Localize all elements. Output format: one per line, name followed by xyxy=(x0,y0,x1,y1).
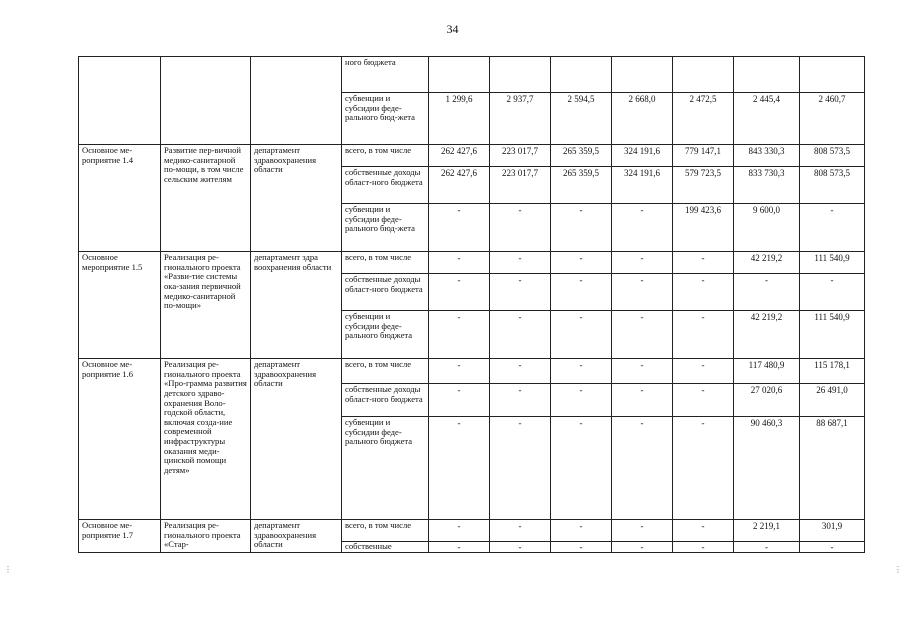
value-cell: 223 017,7 xyxy=(490,145,551,167)
value-cell: 833 730,3 xyxy=(734,167,800,204)
funding-source: собственные xyxy=(342,542,429,553)
value-cell: 2 219,1 xyxy=(734,520,800,542)
value-cell: - xyxy=(429,311,490,359)
measure-label: Основное ме-роприятие 1.6 xyxy=(79,359,161,520)
value-cell: - xyxy=(490,311,551,359)
value-cell: 2 472,5 xyxy=(673,93,734,145)
funding-source: субвенции и субсидии феде-рального бюджета xyxy=(342,311,429,359)
value-cell: - xyxy=(612,417,673,520)
value-cell: 265 359,5 xyxy=(551,167,612,204)
measure-name: Реализация ре-гионального проекта «Разви-тие системы ока-зания первичной медико-санитарной по-мощи» xyxy=(161,252,251,359)
value-cell: - xyxy=(612,542,673,553)
value-cell: - xyxy=(490,252,551,274)
value-cell: - xyxy=(551,417,612,520)
right-edge-mark: ⋮ xyxy=(894,565,902,574)
value-cell: 199 423,6 xyxy=(673,204,734,252)
measure-label: Основное мероприятие 1.5 xyxy=(79,252,161,359)
measure-name-cell xyxy=(161,57,251,145)
empty-cell xyxy=(800,57,865,93)
empty-cell xyxy=(612,57,673,93)
value-cell: - xyxy=(551,204,612,252)
funding-source: собственные доходы област-ного бюджета xyxy=(342,167,429,204)
value-cell: 115 178,1 xyxy=(800,359,865,384)
value-cell: - xyxy=(673,311,734,359)
value-cell: 2 937,7 xyxy=(490,93,551,145)
value-cell: 262 427,6 xyxy=(429,167,490,204)
executor: департамент здра воохранения области xyxy=(251,252,342,359)
value-cell: 111 540,9 xyxy=(800,311,865,359)
value-cell: - xyxy=(673,274,734,311)
measure-label: Основное ме-роприятие 1.4 xyxy=(79,145,161,252)
value-cell: 324 191,6 xyxy=(612,145,673,167)
value-cell: - xyxy=(673,542,734,553)
measure-name: Развитие пер-вичной медико-санитарной по-мощи, в том числе сельским жителям xyxy=(161,145,251,252)
value-cell: - xyxy=(673,520,734,542)
value-cell: 301,9 xyxy=(800,520,865,542)
funding-source: субвенции и субсидии феде-рального бюд-жета xyxy=(342,204,429,252)
value-cell: 88 687,1 xyxy=(800,417,865,520)
value-cell: 843 330,3 xyxy=(734,145,800,167)
table-row xyxy=(79,57,865,93)
executor: департамент здравоохранения области xyxy=(251,145,342,252)
value-cell: 2 668,0 xyxy=(612,93,673,145)
value-cell: - xyxy=(673,384,734,417)
measure-name: Реализация ре-гионального проекта «Стар- xyxy=(161,520,251,553)
value-cell: - xyxy=(612,274,673,311)
value-cell: 26 491,0 xyxy=(800,384,865,417)
value-cell: - xyxy=(800,274,865,311)
value-cell: - xyxy=(490,417,551,520)
value-cell: - xyxy=(429,274,490,311)
value-cell: - xyxy=(490,274,551,311)
value-cell: - xyxy=(673,417,734,520)
value-cell: - xyxy=(551,274,612,311)
value-cell: - xyxy=(551,520,612,542)
value-cell: - xyxy=(734,542,800,553)
value-cell: - xyxy=(612,359,673,384)
funding-source: ного бюджета xyxy=(342,57,429,93)
value-cell: - xyxy=(429,252,490,274)
value-cell: 2 460,7 xyxy=(800,93,865,145)
value-cell: 9 600,0 xyxy=(734,204,800,252)
value-cell: - xyxy=(490,204,551,252)
value-cell: - xyxy=(612,520,673,542)
value-cell: - xyxy=(551,252,612,274)
value-cell: 262 427,6 xyxy=(429,145,490,167)
value-cell: - xyxy=(429,542,490,553)
value-cell: 111 540,9 xyxy=(800,252,865,274)
value-cell: 42 219,2 xyxy=(734,311,800,359)
value-cell: 90 460,3 xyxy=(734,417,800,520)
funding-source: всего, в том числе xyxy=(342,145,429,167)
funding-source: всего, в том числе xyxy=(342,520,429,542)
value-cell: 1 299,6 xyxy=(429,93,490,145)
value-cell: 42 219,2 xyxy=(734,252,800,274)
value-cell: - xyxy=(551,359,612,384)
value-cell: - xyxy=(734,274,800,311)
value-cell: - xyxy=(429,417,490,520)
value-cell: 2 445,4 xyxy=(734,93,800,145)
funding-table xyxy=(78,56,865,553)
table-row xyxy=(79,252,865,274)
executor: департамент здравоохранения области xyxy=(251,520,342,553)
value-cell: - xyxy=(490,542,551,553)
empty-cell xyxy=(490,57,551,93)
value-cell: - xyxy=(612,311,673,359)
measure-label-cell xyxy=(79,57,161,145)
value-cell: - xyxy=(490,384,551,417)
value-cell: - xyxy=(551,384,612,417)
empty-cell xyxy=(551,57,612,93)
value-cell: - xyxy=(429,204,490,252)
empty-cell xyxy=(429,57,490,93)
value-cell: - xyxy=(429,384,490,417)
value-cell: 579 723,5 xyxy=(673,167,734,204)
value-cell: 324 191,6 xyxy=(612,167,673,204)
funding-source: собственные доходы област-ного бюджета xyxy=(342,384,429,417)
value-cell: 808 573,5 xyxy=(800,145,865,167)
value-cell: - xyxy=(673,359,734,384)
funding-source: всего, в том числе xyxy=(342,252,429,274)
value-cell: - xyxy=(429,359,490,384)
table-row xyxy=(79,520,865,542)
value-cell: - xyxy=(612,384,673,417)
value-cell: - xyxy=(800,542,865,553)
executor: департамент здравоохранения области xyxy=(251,359,342,520)
funding-source: субвенции и субсидии феде-рального бюджета xyxy=(342,417,429,520)
empty-cell xyxy=(673,57,734,93)
value-cell: 27 020,6 xyxy=(734,384,800,417)
value-cell: - xyxy=(429,520,490,542)
value-cell: - xyxy=(673,252,734,274)
funding-source: всего, в том числе xyxy=(342,359,429,384)
value-cell: 223 017,7 xyxy=(490,167,551,204)
table-row xyxy=(79,359,865,384)
measure-label: Основное ме-роприятие 1.7 xyxy=(79,520,161,553)
executor-cell xyxy=(251,57,342,145)
value-cell: - xyxy=(551,542,612,553)
table-row xyxy=(79,145,865,167)
value-cell: 117 480,9 xyxy=(734,359,800,384)
value-cell: 779 147,1 xyxy=(673,145,734,167)
left-edge-mark: ⋮ xyxy=(4,565,12,574)
funding-source: собственные доходы област-ного бюджета xyxy=(342,274,429,311)
value-cell: 265 359,5 xyxy=(551,145,612,167)
page-number: 34 xyxy=(446,22,459,36)
funding-source: субвенции и субсидии феде-рального бюд-жета xyxy=(342,93,429,145)
value-cell: - xyxy=(800,204,865,252)
measure-name: Реализация ре-гионального проекта «Про-грамма развития детского здраво-охранения Воло-годской области, включая созда-ние современной инфраструктуры оказания меди-цинской помощи детям» xyxy=(161,359,251,520)
value-cell: - xyxy=(490,359,551,384)
value-cell: 2 594,5 xyxy=(551,93,612,145)
value-cell: - xyxy=(551,311,612,359)
value-cell: - xyxy=(612,252,673,274)
empty-cell xyxy=(734,57,800,93)
value-cell: 808 573,5 xyxy=(800,167,865,204)
value-cell: - xyxy=(612,204,673,252)
value-cell: - xyxy=(490,520,551,542)
